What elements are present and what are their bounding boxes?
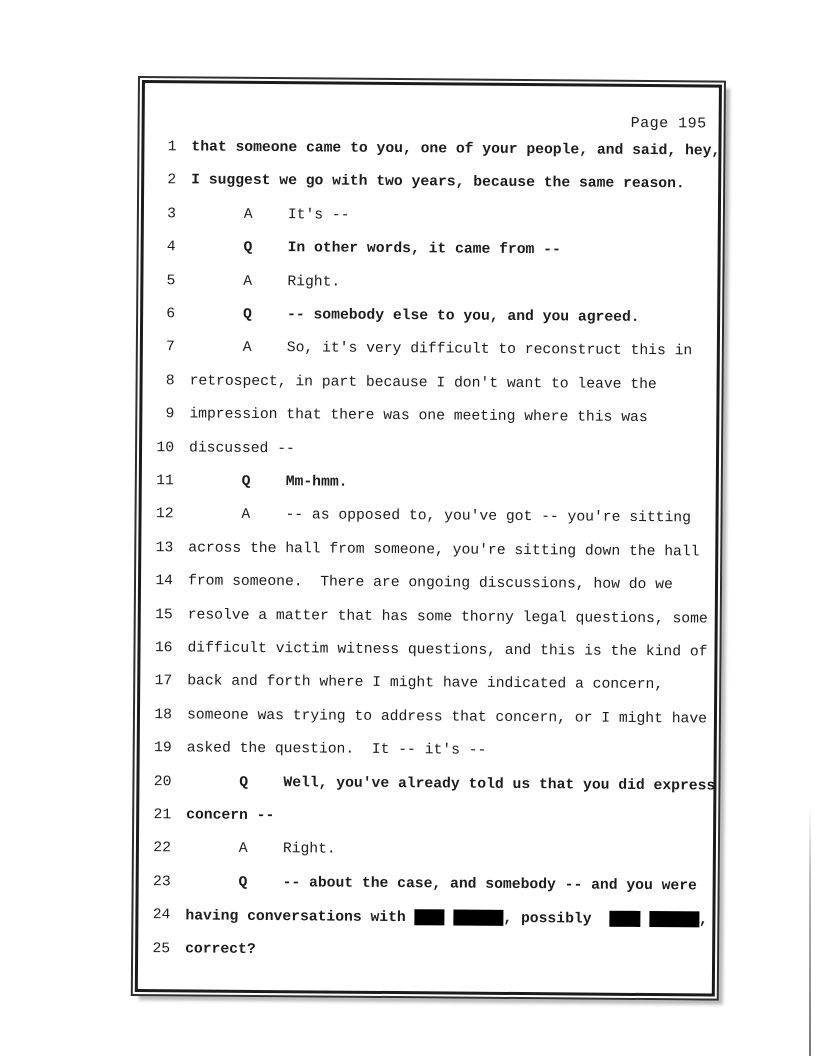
line-number: 13 (155, 539, 174, 557)
line-text: impression that there was one meeting where this was (189, 406, 648, 427)
line-text: Q -- about the case, and somebody -- and you were (185, 874, 697, 895)
line-text: resolve a matter that has some thorny legal questions, some (187, 607, 708, 628)
line-text: retrospect, in part because I don't want to leave the (189, 373, 657, 393)
line-text: A -- as opposed to, you've got -- you're sitting (188, 506, 692, 527)
line-number: 23 (152, 873, 171, 891)
line-text: back and forth where I might have indicated a concern, (187, 673, 664, 694)
transcript-line (144, 139, 721, 166)
line-number: 22 (153, 840, 171, 857)
transcript-line (141, 607, 715, 634)
line-text: having conversations with , possibly , (185, 908, 708, 929)
line-number: 21 (153, 807, 172, 824)
line-text: A It's -- (190, 206, 350, 224)
redaction-block (453, 910, 503, 926)
transcript-line (140, 740, 714, 767)
scan-edge-artifact-line (809, 806, 811, 1056)
transcript-line (138, 907, 712, 934)
line-number: 1 (167, 139, 177, 156)
transcript-line (142, 440, 716, 467)
transcript-line (141, 540, 715, 567)
line-text: correct? (185, 940, 256, 958)
line-number: 2 (167, 172, 177, 189)
page-border-inner (135, 80, 722, 997)
line-number: 12 (155, 506, 174, 523)
transcript-line (144, 172, 718, 199)
line-text: Q Mm-hmm. (188, 473, 348, 491)
line-text: Q In other words, it came from -- (190, 239, 561, 259)
line-text: A Right. (190, 273, 341, 291)
line-number: 4 (166, 239, 176, 256)
transcript-line (140, 640, 714, 667)
transcript-line (141, 506, 715, 533)
line-text: from someone. There are ongoing discussions, how do we (187, 573, 673, 594)
transcript-line (143, 339, 717, 366)
transcript-line (143, 306, 717, 333)
line-text: discussed -- (189, 440, 295, 457)
transcript-line (141, 573, 715, 600)
line-number: 10 (156, 439, 175, 456)
page-number-label: Page 195 (630, 114, 707, 133)
redaction-block (609, 911, 640, 927)
line-number: 5 (166, 272, 176, 289)
transcript-line (144, 206, 718, 233)
line-text: Q Well, you've already told us that you did express (186, 773, 716, 795)
redaction-block (649, 911, 699, 927)
line-text: asked the question. It -- it's -- (186, 740, 487, 759)
transcript-body (138, 83, 719, 993)
line-number: 6 (166, 306, 176, 323)
transcript-line (142, 406, 716, 433)
line-number: 8 (165, 373, 175, 390)
line-text: A So, it's very difficult to reconstruct this in (189, 339, 693, 360)
line-text: concern -- (186, 807, 275, 825)
transcript-page (131, 76, 726, 1001)
line-number: 15 (155, 606, 173, 623)
transcript-line (140, 707, 714, 734)
line-text: across the hall from someone, you're sitting down the hall (188, 540, 700, 561)
transcript-line (143, 273, 717, 300)
line-text: someone was trying to address that concern, or I might have (186, 707, 708, 728)
transcript-line (142, 373, 716, 400)
line-number: 11 (156, 473, 174, 490)
line-number: 18 (154, 706, 173, 724)
transcript-line (139, 840, 713, 867)
line-number: 25 (152, 940, 171, 957)
line-text: that someone came to you, one of your people, and said, hey, (191, 139, 721, 160)
line-number: 19 (154, 740, 172, 757)
line-number: 16 (154, 640, 173, 657)
transcript-line (139, 874, 713, 901)
line-text: difficult victim witness questions, and this is the kind of (187, 640, 708, 661)
transcript-line (142, 473, 716, 500)
line-text: Q -- somebody else to you, and you agreed. (190, 306, 640, 326)
line-number: 7 (165, 339, 175, 356)
line-number: 14 (155, 573, 174, 590)
line-text: A Right. (185, 840, 336, 858)
transcript-line (139, 807, 713, 834)
line-number: 17 (154, 673, 173, 690)
transcript-line (138, 941, 712, 968)
line-number: 24 (152, 907, 171, 924)
redaction-block (415, 909, 445, 925)
transcript-line (139, 773, 716, 801)
transcript-line (144, 239, 718, 266)
line-text: I suggest we go with two years, because the same reason. (191, 172, 685, 193)
line-number: 9 (165, 406, 175, 423)
transcript-line (140, 673, 714, 700)
line-number: 20 (153, 773, 172, 790)
line-number: 3 (167, 206, 176, 223)
